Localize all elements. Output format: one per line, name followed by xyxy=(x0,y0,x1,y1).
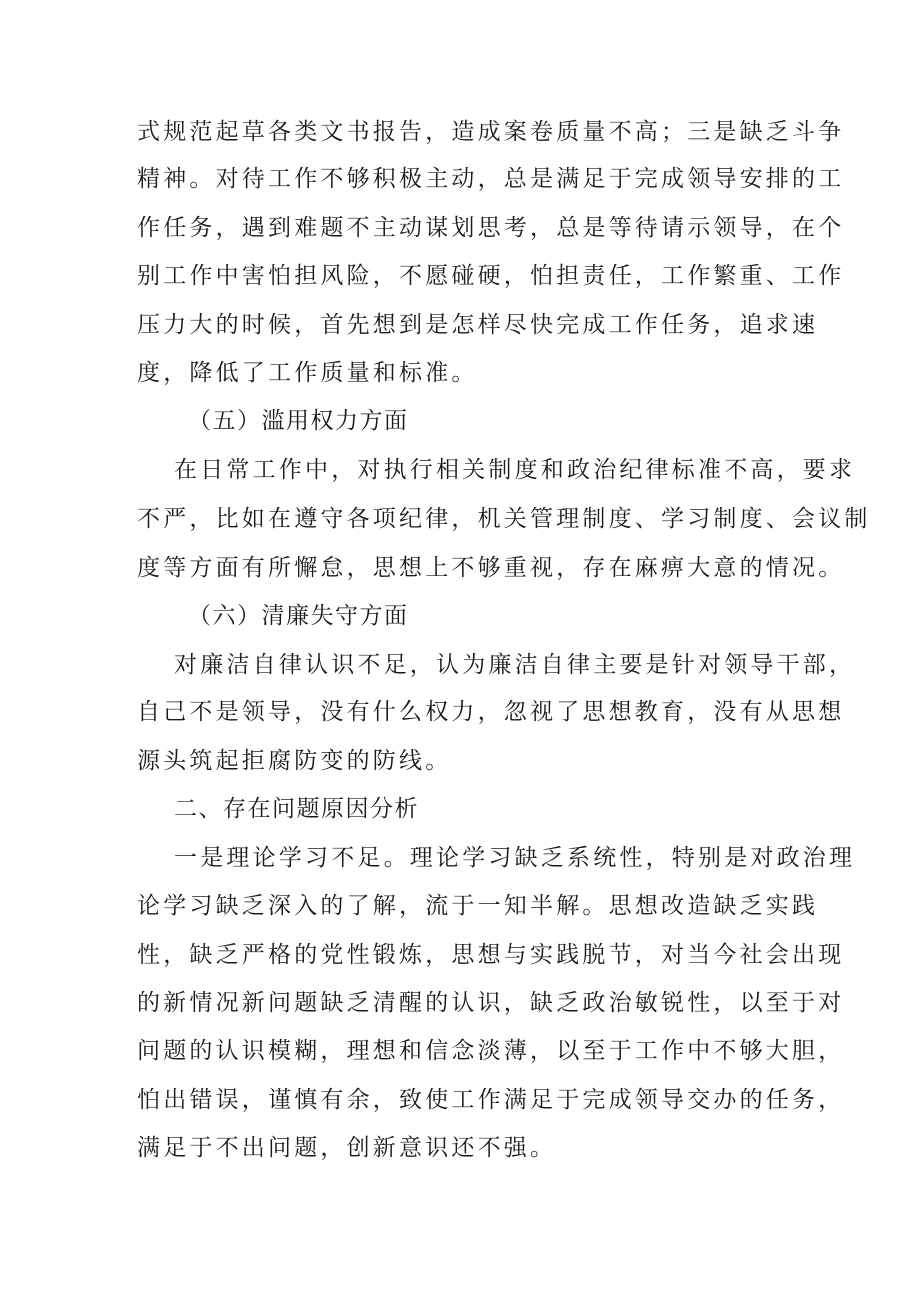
body-text-line: 别工作中害怕担风险，不愿碰硬，怕担责任，工作繁重、工作 xyxy=(137,263,845,289)
section-heading: 二、存在问题原因分析 xyxy=(174,796,419,822)
body-text-line: 性，缺乏严格的党性锻炼，思想与实践脱节，对当今社会出现 xyxy=(137,942,845,968)
section-heading: （六）清廉失守方面 xyxy=(188,603,409,629)
body-text-line: 度，降低了工作质量和标准。 xyxy=(137,360,478,386)
body-text-line: 满足于不出问题，创新意识还不强。 xyxy=(137,1135,557,1161)
body-text-line: 作任务，遇到难题不主动谋划思考，总是等待请示领导，在个 xyxy=(137,215,845,241)
body-text-line: 压力大的时候，首先想到是怎样尽快完成工作任务，追求速 xyxy=(137,312,819,338)
body-text-line: 不严，比如在遵守各项纪律，机关管理制度、学习制度、会议制 xyxy=(137,506,871,532)
section-heading: （五）滥用权力方面 xyxy=(188,408,409,434)
body-text-line: 精神。对待工作不够积极主动，总是满足于完成领导安排的工 xyxy=(137,166,845,192)
body-text-line: 式规范起草各类文书报告，造成案卷质量不高；三是缺乏斗争 xyxy=(137,119,845,145)
body-text-line: 问题的认识模糊，理想和信念淡薄，以至于工作中不够大胆， xyxy=(137,1038,845,1064)
body-text-line: 源头筑起拒腐防变的防线。 xyxy=(137,748,452,774)
body-text-line: 在日常工作中，对执行相关制度和政治纪律标准不高，要求 xyxy=(174,457,856,483)
body-text-line: 的新情况新问题缺乏清醒的认识，缺乏政治敏锐性，以至于对 xyxy=(137,990,845,1016)
body-text-line: 一是理论学习不足。理论学习缺乏系统性，特别是对政治理 xyxy=(174,845,856,871)
body-text-line: 对廉洁自律认识不足，认为廉洁自律主要是针对领导干部， xyxy=(174,652,856,678)
body-text-line: 自己不是领导，没有什么权力，忽视了思想教育，没有从思想 xyxy=(137,699,845,725)
body-text-line: 论学习缺乏深入的了解，流于一知半解。思想改造缺乏实践 xyxy=(137,893,819,919)
body-text-line: 度等方面有所懈怠，思想上不够重视，存在麻痹大意的情况。 xyxy=(137,555,845,581)
body-text-line: 怕出错误，谨慎有余，致使工作满足于完成领导交办的任务， xyxy=(137,1087,845,1113)
